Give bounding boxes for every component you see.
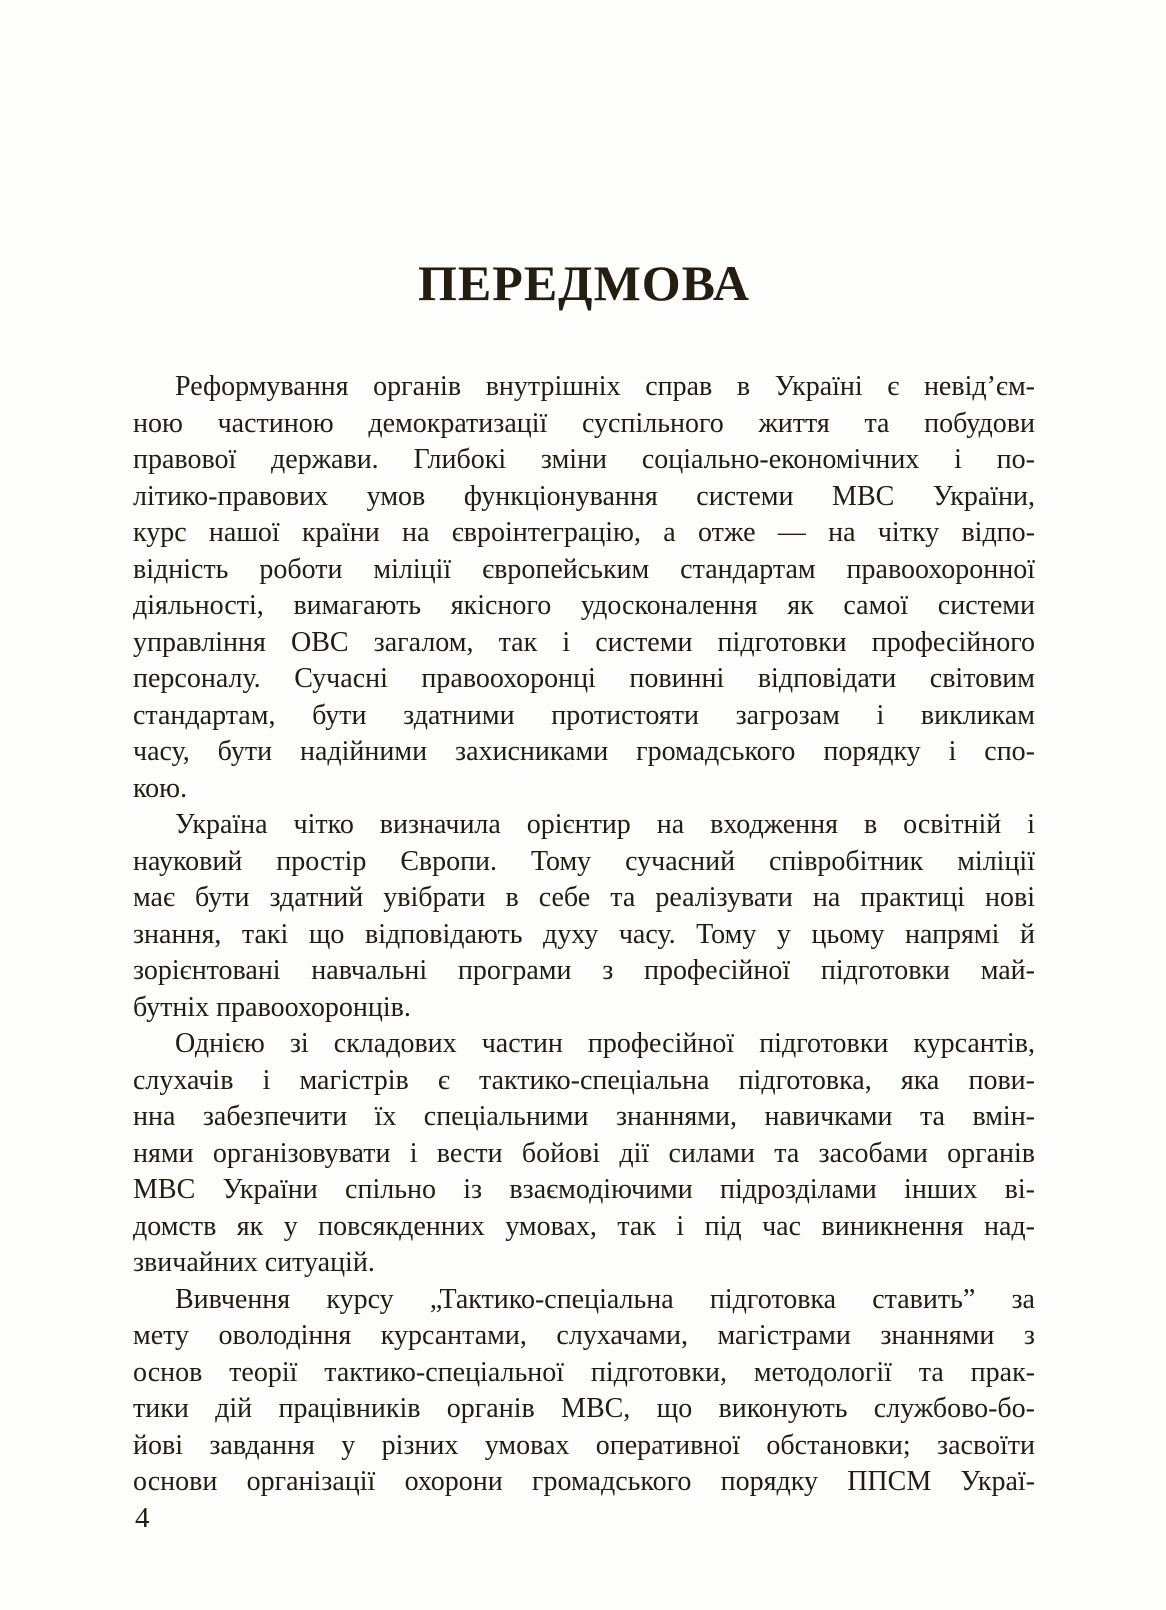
text-line: Вивчення курсу „Тактико-спеціальна підготовка ставить” за <box>175 1283 1035 1315</box>
page-number: 4 <box>135 1502 150 1534</box>
text-line: літико-правових умов функціонування системи МВС України, <box>133 480 1035 512</box>
text-line: звичайних ситуацій. <box>133 1247 375 1278</box>
text-line: кою. <box>133 772 188 804</box>
text-line: діяльності, вимагають якісного удосконалення як самої системи <box>133 590 1035 621</box>
text-line: має бути здатний увібрати в себе та реалізувати на практиці нові <box>133 882 1035 913</box>
text-line: науковий простір Європи. Тому сучасний співробітник міліції <box>133 845 1035 877</box>
text-line: правової держави. Глибокі зміни соціально-економічних і по- <box>133 444 1035 475</box>
text-line: часу, бути надійними захисниками громадського порядку і спо- <box>133 736 1035 767</box>
text-line: відність роботи міліції європейським стандартам правоохоронної <box>133 553 1035 585</box>
text-line: домств як у повсякденних умовах, так і під час виникнення над- <box>133 1210 1035 1242</box>
text-line: ною частиною демократизації суспільного життя та побудови <box>133 407 1035 439</box>
text-line: стандартам, бути здатними протистояти загрозам і викликам <box>133 699 1035 731</box>
text-line: основ теорії тактико-спеціальної підготовки, методології та прак- <box>133 1356 1035 1388</box>
text-line: нями організовувати і вести бойові дії силами та засобами органів <box>133 1137 1035 1169</box>
text-line: йові завдання у різних умовах оперативної обстановки; засвоїти <box>133 1429 1035 1461</box>
text-line: нна забезпечити їх спеціальними знаннями, навичками та вмін- <box>133 1101 1035 1132</box>
text-line: персоналу. Сучасні правоохоронці повинні відповідати світовим <box>133 663 1035 694</box>
text-line: Україна чітко визначила орієнтир на входження в освітній і <box>175 809 1035 840</box>
page-title: ПЕРЕДМОВА <box>418 254 750 311</box>
text-line: слухачів і магістрів є тактико-спеціальна підготовка, яка пови- <box>133 1064 1035 1096</box>
text-line: мету оволодіння курсантами, слухачами, магістрами знаннями з <box>133 1320 1035 1351</box>
text-line: МВС України спільно із взаємодіючими підрозділами інших ві- <box>133 1174 1035 1205</box>
text-line: тики дій працівників органів МВС, що виконують службово-бо- <box>133 1393 1035 1424</box>
text-line: управління ОВС загалом, так і системи підготовки професійного <box>133 626 1035 658</box>
text-line: Реформування органів внутрішніх справ в Україні є невід’єм- <box>175 371 1035 402</box>
text-line: знання, такі що відповідають духу часу. Тому у цьому напрямі й <box>133 918 1035 950</box>
text-line: основи організації охорони громадського порядку ППСМ Украї- <box>133 1466 1035 1497</box>
text-line: курс нашої країни на євроінтеграцію, а отже — на чітку відпо- <box>133 517 1035 548</box>
text-line: Однією зі складових частин професійної підготовки курсантів, <box>175 1028 1035 1059</box>
text-line: зорієнтовані навчальні програми з професійної підготовки май- <box>133 955 1035 986</box>
text-line: бутніх правоохоронців. <box>133 991 411 1023</box>
text-block <box>133 369 1035 1501</box>
